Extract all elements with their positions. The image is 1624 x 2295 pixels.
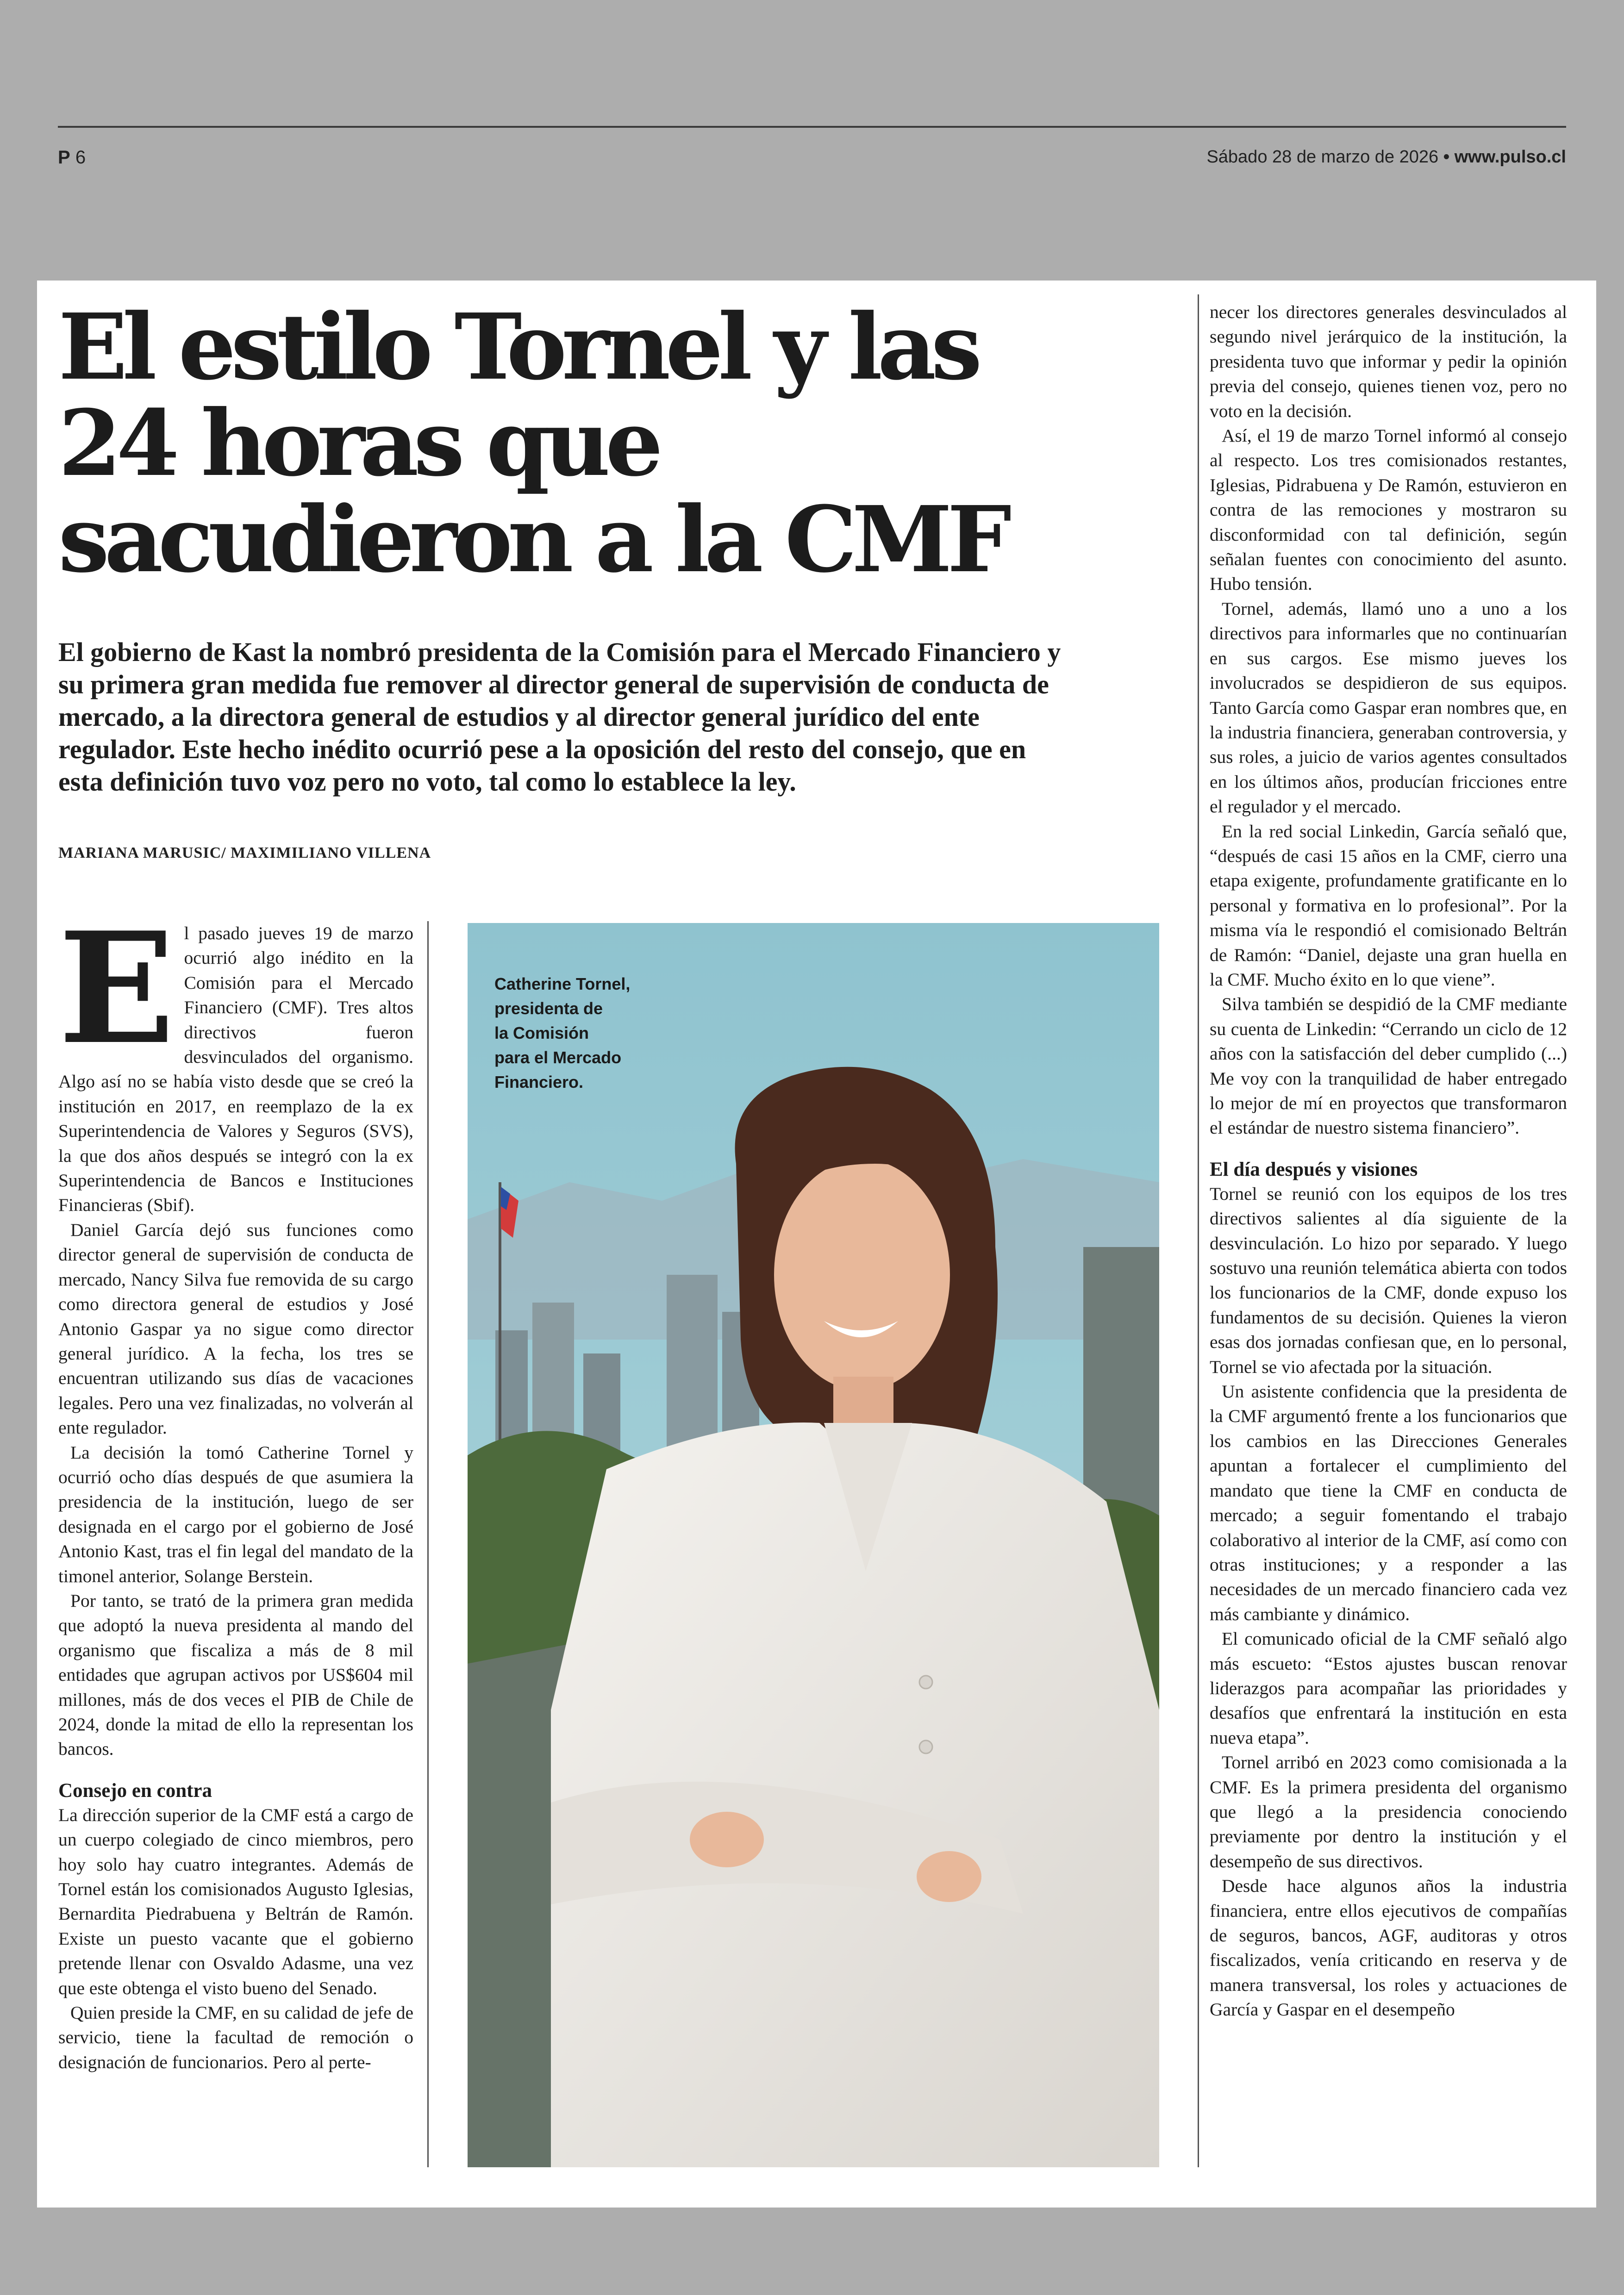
header-rule <box>58 126 1566 128</box>
right-column <box>1210 300 1567 2022</box>
photo-caption <box>494 972 661 1094</box>
paragraph: Daniel García dejó sus funciones como director general de supervisión de conducta de mercado, Nancy Silva fue removida de su cargo como directora general de estudios y José Antonio Gaspar ya no sigue como director general jurídico. A la fecha, los tres se encuentran utilizando sus días de vacaciones legales. Pero una vez finalizadas, no volverán al ente regulador. <box>58 1219 413 1438</box>
paragraph: Por tanto, se trató de la primera gran medida que adoptó la nueva presidenta al mando del organismo que fiscaliza a más de 8 mil entidades que agrupan activos por US$604 mil millones, más de dos veces el PIB de Chile de 2024, donde la mitad de ello la representan los bancos. <box>58 1590 413 1759</box>
caption-line: presidenta de <box>494 999 603 1018</box>
page-header <box>58 0 1566 278</box>
site-link[interactable]: www.pulso.cl <box>1454 147 1566 167</box>
paragraph-text: l pasado jueves 19 de marzo ocurrió algo inédito en la Comisión para el Mercado Financiero (CMF). Tres altos directivos fueron desvinculados del organismo. Algo así no se había visto desde que se creó la institución en 2017, en reemplazo de la ex Superintendencia de Valores y Seguros (SVS), la que dos años después se integró con la ex Superintendencia de Bancos e Instituciones Financieras (Sbif). <box>58 923 413 1216</box>
caption-line: para el Mercado <box>494 1048 622 1067</box>
subhead-dia-despues: El día después y visiones <box>1210 1158 1418 1180</box>
dateline-separator: • <box>1443 147 1450 167</box>
caption-line: Catherine Tornel, <box>494 974 631 993</box>
page-letter: P <box>58 147 70 168</box>
byline: MARIANA MARUSIC/ MAXIMILIANO VILLENA <box>58 844 431 861</box>
page-number-value: 6 <box>75 147 86 168</box>
dateline <box>1206 147 1566 167</box>
paragraph: La dirección superior de la CMF está a cargo de un cuerpo colegiado de cinco miembros, pero hoy solo hay cuatro integrantes. Además de Tornel están los comisionados Augusto Iglesias, Bernardita Piedrabuena y Beltrán de Ramón. Existe un puesto vacante que el gobierno pretende llenar con Osvaldo Adasme, una vez que este obtenga el visto bueno del Senado. <box>58 1804 413 1998</box>
paragraph: La decisión la tomó Catherine Tornel y ocurrió ocho días después de que asumiera la presidencia de la institución, luego de ser designada en el cargo por el gobierno de José Antonio Kast, tras el fin legal del mandato de la timonel anterior, Solange Berstein. <box>58 1442 413 1586</box>
page-number <box>58 147 86 168</box>
paragraph: Así, el 19 de marzo Tornel informó al consejo al respecto. Los tres comisionados restantes, Iglesias, Pidrabuena y De Ramón, estuvieron en contra de las remociones y mostraron su disconformidad con tal definición, según señalan fuentes con conocimiento del asunto. Hubo tensión. <box>1210 425 1567 594</box>
drop-cap: E <box>58 898 175 1078</box>
article-deck: El gobierno de Kast la nombró presidenta de la Comisión para el Mercado Financiero y su primera gran medida fue remover al director general de supervisión de conducta de mercado, a la directora general de estudios y al director general jurídico del ente regulador. Este hecho inédito ocurrió pese a la oposición del resto del consejo, que en esta definición tuvo voz pero no voto, tal como lo establece la ley. <box>58 637 1061 797</box>
paragraph: El comunicado oficial de la CMF señaló algo más escueto: “Estos ajustes buscan renovar liderazgos para acompañar las prioridades y desafíos que enfrentará la institución en esta nueva etapa”. <box>1210 1628 1567 1748</box>
paragraph: necer los directores generales desvinculados al segundo nivel jerárquico de la institución, la presidenta tuvo que informar y pedir la opinión previa del consejo, quienes tienen voz, pero no voto en la decisión. <box>1210 302 1567 421</box>
subhead-consejo: Consejo en contra <box>58 1779 212 1802</box>
portrait-illustration <box>468 923 1159 2167</box>
portrait-photo <box>468 923 1159 2167</box>
paragraph: Quien preside la CMF, en su calidad de jefe de servicio, tiene la facultad de remoción o designación de funcionarios. Pero al perte- <box>58 2002 413 2072</box>
caption-line: Financiero. <box>494 1073 584 1091</box>
column-rule <box>1198 294 1199 2167</box>
paragraph: En la red social Linkedin, García señaló que, “después de casi 15 años en la CMF, cierro una etapa exigente, profundamente gratificante en lo personal y formativa en lo profesional”. Por la misma vía le respondió el comisionado Beltrán de Ramón: “Daniel, dejaste una gran huella en la CMF. Mucho éxito en lo que viene”. <box>1210 821 1567 990</box>
article-page <box>37 281 1596 2208</box>
paragraph: Un asistente confidencia que la presidenta de la CMF argumentó frente a los funcionarios que los cambios en las Direcciones Generales apuntan a fortalecer el cumplimiento del mandato que tiene la CMF en conducta de mercado; a seguir fomentando el trabajo colaborativo al interior de la CMF, así como con otras instituciones; y a responder a las necesidades de un mercado financiero cada vez más cambiante y dinámico. <box>1210 1381 1567 1624</box>
paragraph: Tornel arribó en 2023 como comisionada a la CMF. Es la primera presidenta del organismo que llegó a la presidencia conociendo previamente por dentro la institución y el desempeño de sus directivos. <box>1210 1752 1567 1871</box>
left-column <box>58 898 413 2075</box>
paragraph: Tornel se reunió con los equipos de los tres directivos salientes al día siguiente de la desvinculación. Lo hizo por separado. Y luego sostuvo una reunión telemática abierta con todos los funcionarios de la CMF, donde expuso los fundamentos de su decisión. Quienes la vieron esas dos jornadas confiesan que, en lo personal, Tornel se vio afectada por la situación. <box>1210 1183 1567 1377</box>
publication-date: Sábado 28 de marzo de 2026 <box>1206 147 1439 167</box>
caption-line: la Comisión <box>494 1023 589 1042</box>
paragraph: Silva también se despidió de la CMF mediante su cuenta de Linkedin: “Cerrando un ciclo de 12 años con la satisfacción del deber cumplido (...) Me voy con la tranquilidad de haber entregado lo mejor de mí en proyectos que transformaron el estándar de nuestro sistema financiero”. <box>1210 994 1567 1138</box>
paragraph <box>58 898 413 1218</box>
paragraph: Tornel, además, llamó uno a uno a los directivos para informarles que no continuarían en sus cargos. Ese mismo jueves los involucrados se despidieron de sus equipos. Tanto García como Gaspar eran nombres que, en la industria financiera, generaban controversia, y sus roles, a juicio de varios agentes consultados en los últimos años, producían fricciones entre el regulador y el mercado. <box>1210 598 1567 817</box>
article-headline: El estilo Tornel y las 24 horas que sacudieron a la CMF <box>58 294 1007 593</box>
column-rule <box>427 921 429 2167</box>
paragraph: Desde hace algunos años la industria financiera, entre ellos ejecutivos de compañías de seguros, bancos, AGF, auditoras y otros fiscalizados, venía criticando en reserva y de manera transversal, los roles y actuaciones de García y Gaspar en el desempeño <box>1210 1876 1567 2020</box>
